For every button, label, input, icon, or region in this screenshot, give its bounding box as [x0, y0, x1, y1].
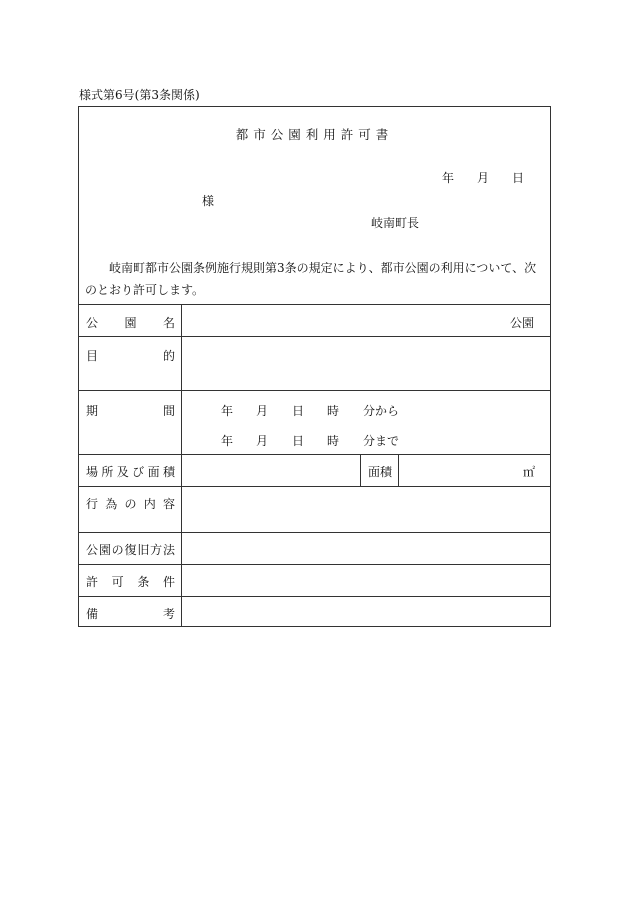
- purpose-label-text: [86, 347, 175, 364]
- label-char: 面: [147, 465, 160, 479]
- label-char: 容: [162, 497, 175, 511]
- grid-line: [79, 390, 550, 391]
- area-unit: ㎡: [523, 465, 536, 479]
- permit-form: [78, 106, 551, 627]
- date-month: 月: [477, 171, 490, 185]
- park-name-label-text: [86, 314, 175, 331]
- activity-label: [86, 495, 175, 512]
- restoration-field[interactable]: [182, 533, 551, 563]
- label-char: 法: [162, 543, 175, 557]
- label-char: 公: [86, 316, 99, 330]
- label-char: び: [132, 465, 145, 479]
- label-char: 備: [86, 607, 99, 621]
- label-char: 園: [98, 543, 111, 557]
- label-char: 的: [162, 349, 175, 363]
- conditions-label-text: [86, 573, 175, 590]
- label-char: 可: [111, 575, 124, 589]
- park-name-label: [86, 314, 175, 331]
- period-from[interactable]: 年 月 日 時 分から: [221, 404, 400, 418]
- remarks-field[interactable]: [182, 597, 551, 627]
- label-char: 園: [124, 316, 137, 330]
- label-char: 許: [86, 575, 99, 589]
- label-char: 公: [86, 543, 99, 557]
- addressee-suffix: 様: [202, 194, 215, 208]
- document-title: 都市公園利用許可書: [235, 127, 394, 142]
- period-to[interactable]: 年 月 日 時 分まで: [221, 434, 400, 448]
- label-char: 目: [86, 349, 99, 363]
- label-char: 積: [162, 465, 175, 479]
- label-char: 所: [101, 465, 114, 479]
- label-char: 名: [162, 316, 175, 330]
- location-area-label-text: [86, 463, 175, 480]
- label-char: 為: [105, 497, 118, 511]
- purpose-field[interactable]: [182, 337, 551, 389]
- park-name-field[interactable]: [182, 305, 529, 335]
- label-char: 内: [143, 497, 156, 511]
- label-char: 期: [86, 404, 99, 418]
- restoration-label-text: [86, 541, 175, 558]
- label-char: 間: [162, 404, 175, 418]
- label-char: 場: [86, 465, 99, 479]
- label-char: 条: [137, 575, 150, 589]
- period-label: [86, 402, 175, 419]
- purpose-label: [86, 347, 175, 364]
- location-field[interactable]: [182, 455, 359, 485]
- remarks-label: [86, 605, 175, 622]
- area-divider-left: [360, 454, 361, 486]
- issuer: 岐南町長: [371, 216, 420, 230]
- label-char: 考: [162, 607, 175, 621]
- label-char: の: [124, 497, 137, 511]
- label-char: 行: [86, 497, 99, 511]
- label-char: 件: [162, 575, 175, 589]
- activity-field[interactable]: [182, 487, 551, 531]
- area-field[interactable]: [399, 455, 529, 485]
- permit-body-text: 岐南町都市公園条例施行規則第3条の規定により、都市公園の利用について、次のとおり許可します。: [85, 261, 537, 297]
- remarks-label-text: [86, 605, 175, 622]
- location-area-label: [86, 463, 175, 480]
- date-day: 日: [512, 171, 525, 185]
- restoration-label: [86, 541, 175, 558]
- conditions-label: [86, 573, 175, 590]
- label-char: 方: [150, 543, 163, 557]
- label-char: 及: [116, 465, 129, 479]
- period-label-text: [86, 402, 175, 419]
- conditions-field[interactable]: [182, 565, 551, 595]
- label-char: 旧: [137, 543, 150, 557]
- date-year: 年: [442, 171, 455, 185]
- park-name-suffix: 公園: [510, 316, 535, 330]
- label-char: の: [111, 543, 124, 557]
- area-label: 面積: [368, 465, 393, 479]
- activity-label-text: [86, 495, 175, 512]
- form-number: 様式第6号(第3条関係): [79, 88, 200, 102]
- label-char: 復: [124, 543, 137, 557]
